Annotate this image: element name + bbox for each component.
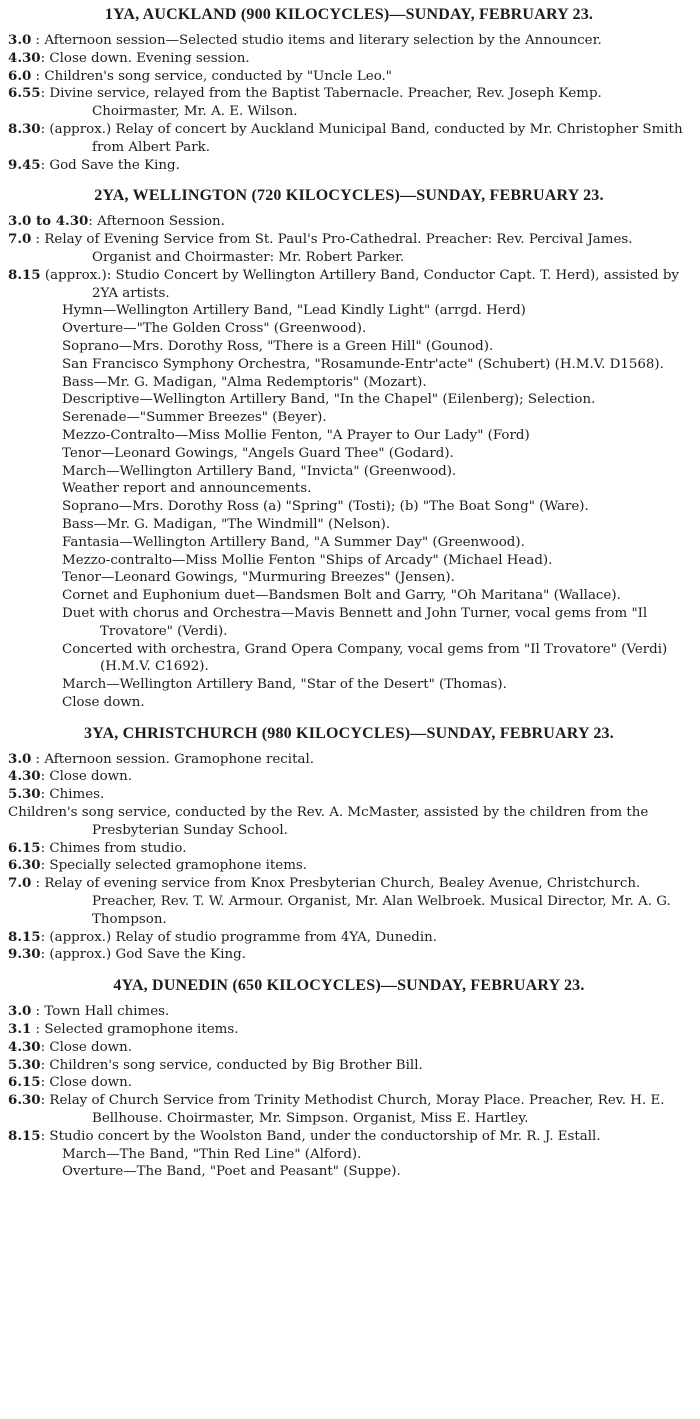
entry-text: Town Hall chimes. (44, 1004, 170, 1020)
entry-separator: : (40, 947, 50, 963)
entry-text: Close down. (49, 1039, 133, 1055)
entry-text: Close down. (49, 769, 133, 785)
entry-separator: : (40, 86, 50, 102)
entry-separator: : (40, 787, 50, 803)
schedule-entry (8, 804, 690, 840)
entry-text: Close down. (49, 1075, 133, 1091)
program-item: Bass—Mr. G. Madigan, "The Windmill" (Nelson). (62, 516, 391, 532)
entry-text: Afternoon session. Gramophone recital. (44, 751, 314, 767)
schedule-entry (8, 1128, 690, 1146)
schedule-entry (8, 1074, 690, 1092)
entry-time: 3.0 (8, 32, 32, 48)
entry-time: 4.30 (8, 1038, 41, 1055)
entry-separator: : (88, 214, 98, 230)
program-item: Overture—"The Golden Cross" (Greenwood). (62, 321, 367, 337)
entry-separator: : (31, 1022, 45, 1038)
entry-text: (approx.) God Save the King. (49, 947, 246, 963)
entry-separator: : (31, 751, 45, 767)
entry-separator: : (31, 33, 45, 48)
entry-separator: : (40, 858, 50, 874)
schedule-entry (8, 157, 690, 175)
entry-separator: : (40, 50, 50, 66)
schedule-entry (8, 768, 690, 786)
entry-text: Children's song service, conducted by Big Brother Bill. (49, 1057, 423, 1073)
schedule-entry (8, 231, 690, 267)
entry-separator: : (40, 1128, 50, 1144)
entry-time: 7.0 (8, 875, 32, 892)
program-item: Overture—The Band, "Poet and Peasant" (Suppe). (62, 1164, 401, 1180)
entry-time: 6.30 (8, 1092, 41, 1109)
entry-time: 6.15 (8, 839, 41, 856)
entry-text: Afternoon Session. (97, 214, 225, 230)
entry-separator: : (40, 929, 50, 945)
program-item: Descriptive—Wellington Artillery Band, "In the Chapel" (Eilenberg); Selection. (62, 392, 596, 408)
entry-time: 3.1 (8, 1021, 32, 1038)
entry-time: 6.55 (8, 85, 41, 102)
entry-time: 8.15 (8, 266, 41, 283)
schedule-entry (8, 1003, 690, 1021)
entry-text: (approx.) Relay of studio programme from 4YA, Dunedin. (49, 929, 438, 945)
entry-text: (approx.): Studio Concert by Wellington Artillery Band, Conductor Capt. T. Herd), assisted by 2YA artists. (44, 267, 679, 301)
entry-separator: : (31, 1004, 45, 1020)
schedule-entry (8, 213, 690, 231)
program-item: March—The Band, "Thin Red Line" (Alford). (62, 1146, 362, 1162)
program-item: March—Wellington Artillery Band, "Invicta" (Greenwood). (62, 463, 457, 479)
station-christchurch (8, 725, 690, 965)
station-auckland (8, 6, 690, 174)
program-item: Soprano—Mrs. Dorothy Ross (a) "Spring" (Tosti); (b) "The Boat Song" (Ware). (62, 499, 589, 515)
schedule-entry (8, 751, 690, 769)
schedule-entry (8, 1057, 690, 1075)
schedule-entry (8, 68, 690, 86)
program-item: Close down. (62, 694, 145, 710)
entry-text: Divine service, relayed from the Baptist Tabernacle. Preacher, Rev. Joseph Kemp. Choirmaster, Mr. A. E. Wilson. (49, 86, 602, 120)
schedule-entry (8, 946, 690, 964)
schedule-entry (8, 857, 690, 875)
station-heading: 1YA, AUCKLAND (900 KILOCYCLES)—SUNDAY, FEBRUARY 23. (104, 6, 594, 23)
schedule-entry (8, 875, 690, 928)
entry-text: Relay of evening service from Knox Presbyterian Church, Bealey Avenue, Christchurch. Preacher, Rev. T. W. Armour. Organist, Mr. Alan Welbroek. Musical Director, Mr. A. G. Thompson. (44, 876, 671, 927)
program-item: March—Wellington Artillery Band, "Star of the Desert" (Thomas). (62, 677, 507, 693)
schedule-entry (8, 840, 690, 858)
schedule-entry (8, 85, 690, 121)
entry-time: 7.0 (8, 231, 32, 248)
entry-separator: : (40, 1039, 50, 1055)
schedule-entry (8, 786, 690, 804)
entry-separator: : (40, 157, 50, 173)
schedule-entry (8, 1021, 690, 1039)
schedule-entry (8, 1092, 690, 1128)
entry-text: Children's song service, conducted by the Rev. A. McMaster, assisted by the children from the Presbyterian Sunday School. (8, 805, 649, 838)
entry-time: 4.30 (8, 49, 41, 66)
entry-time: 5.30 (8, 786, 41, 803)
program-item: Serenade—"Summer Breezes" (Beyer). (62, 410, 327, 426)
entry-separator: : (40, 1093, 50, 1109)
entry-time: 6.30 (8, 857, 41, 874)
entry-time: 3.0 (8, 1003, 32, 1020)
entry-time: 8.15 (8, 928, 41, 945)
program-item: Concerted with orchestra, Grand Opera Company, vocal gems from "Il Trovatore" (Verdi) (H.M.V. C1692). (62, 641, 668, 675)
schedule-entry (8, 267, 690, 303)
entry-separator: : (31, 68, 45, 84)
program-item: Mezzo-Contralto—Miss Mollie Fenton, "A Prayer to Our Lady" (Ford) (62, 427, 530, 443)
station-heading: 3YA, CHRISTCHURCH (980 KILOCYCLES)—SUNDAY, FEBRUARY 23. (84, 724, 614, 742)
entry-text: Close down. Evening session. (49, 50, 250, 66)
entry-separator: : (40, 769, 50, 785)
entry-time: 8.30 (8, 120, 41, 137)
entry-time: 3.0 to 4.30 (8, 213, 89, 230)
program-item: Tenor—Leonard Gowings, "Angels Guard Thee" (Godard). (62, 445, 454, 461)
station-heading: 2YA, WELLINGTON (720 KILOCYCLES)—SUNDAY, FEBRUARY 23. (94, 187, 604, 205)
station-heading: 4YA, DUNEDIN (650 KILOCYCLES)—SUNDAY, FEBRUARY 23. (113, 977, 585, 995)
schedule-entry (8, 32, 690, 50)
entry-time: 3.0 (8, 750, 32, 767)
entry-separator: : (40, 1057, 50, 1073)
station-dunedin (8, 977, 690, 1181)
entry-separator: : (31, 876, 45, 892)
entry-time: 6.15 (8, 1074, 41, 1091)
entry-text: Selected gramophone items. (44, 1022, 239, 1038)
entry-time: 9.45 (8, 156, 41, 173)
schedule-entry (8, 1039, 690, 1057)
schedule-entry (8, 50, 690, 68)
entry-separator: : (31, 232, 45, 248)
entry-time: 6.0 (8, 67, 32, 84)
program-item: Duet with chorus and Orchestra—Mavis Bennett and John Turner, vocal gems from "Il Trovatore" (Verdi). (62, 605, 648, 639)
schedule-entry (8, 121, 690, 157)
program-item: Tenor—Leonard Gowings, "Murmuring Breezes" (Jensen). (62, 570, 455, 586)
entry-text: (approx.) Relay of concert by Auckland Municipal Band, conducted by Mr. Christopher Smith from Albert Park. (49, 121, 683, 155)
entry-text: Children's song service, conducted by "Uncle Leo." (44, 68, 392, 84)
entry-text: God Save the King. (49, 157, 180, 173)
entry-text: Studio concert by the Woolston Band, under the conductorship of Mr. R. J. Estall. (49, 1128, 601, 1144)
entry-text: Specially selected gramophone items. (49, 858, 308, 874)
program-item: Fantasia—Wellington Artillery Band, "A Summer Day" (Greenwood). (62, 534, 525, 550)
entry-text: Relay of Church Service from Trinity Methodist Church, Moray Place. Preacher, Rev. H. E. Bellhouse. Choirmaster, Mr. Simpson. Organist, Miss E. Hartley. (49, 1093, 665, 1127)
program-item: Weather report and announcements. (62, 481, 312, 497)
entry-time: 5.30 (8, 1056, 41, 1073)
entry-text: Relay of Evening Service from St. Paul's Pro-Cathedral. Preacher: Rev. Percival James. Organist and Choirmaster: Mr. Robert Parker. (44, 232, 633, 265)
program-item: Hymn—Wellington Artillery Band, "Lead Kindly Light" (arrgd. Herd) (62, 303, 526, 319)
program-item: San Francisco Symphony Orchestra, "Rosamunde-Entr'acte" (Schubert) (H.M.V. D1568). (62, 356, 664, 372)
entry-text: Afternoon session—Selected studio items and literary selection by the Announcer. (44, 33, 602, 48)
entry-separator: : (40, 840, 50, 856)
entry-time: 9.30 (8, 946, 41, 963)
station-wellington (8, 187, 690, 711)
entry-text: Chimes from studio. (49, 840, 187, 856)
program-item: Cornet and Euphonium duet—Bandsmen Bolt and Garry, "Oh Maritana" (Wallace). (62, 588, 621, 604)
entry-text: Chimes. (49, 787, 105, 803)
entry-time: 8.15 (8, 1127, 41, 1144)
program-item: Soprano—Mrs. Dorothy Ross, "There is a Green Hill" (Gounod). (62, 338, 494, 354)
program-item: Bass—Mr. G. Madigan, "Alma Redemptoris" (Mozart). (62, 374, 427, 390)
entry-separator: : (40, 121, 50, 137)
schedule-entry (8, 929, 690, 947)
entry-separator: : (40, 1075, 50, 1091)
program-item: Mezzo-contralto—Miss Mollie Fenton "Ships of Arcady" (Michael Head). (62, 552, 553, 568)
entry-time: 4.30 (8, 768, 41, 785)
